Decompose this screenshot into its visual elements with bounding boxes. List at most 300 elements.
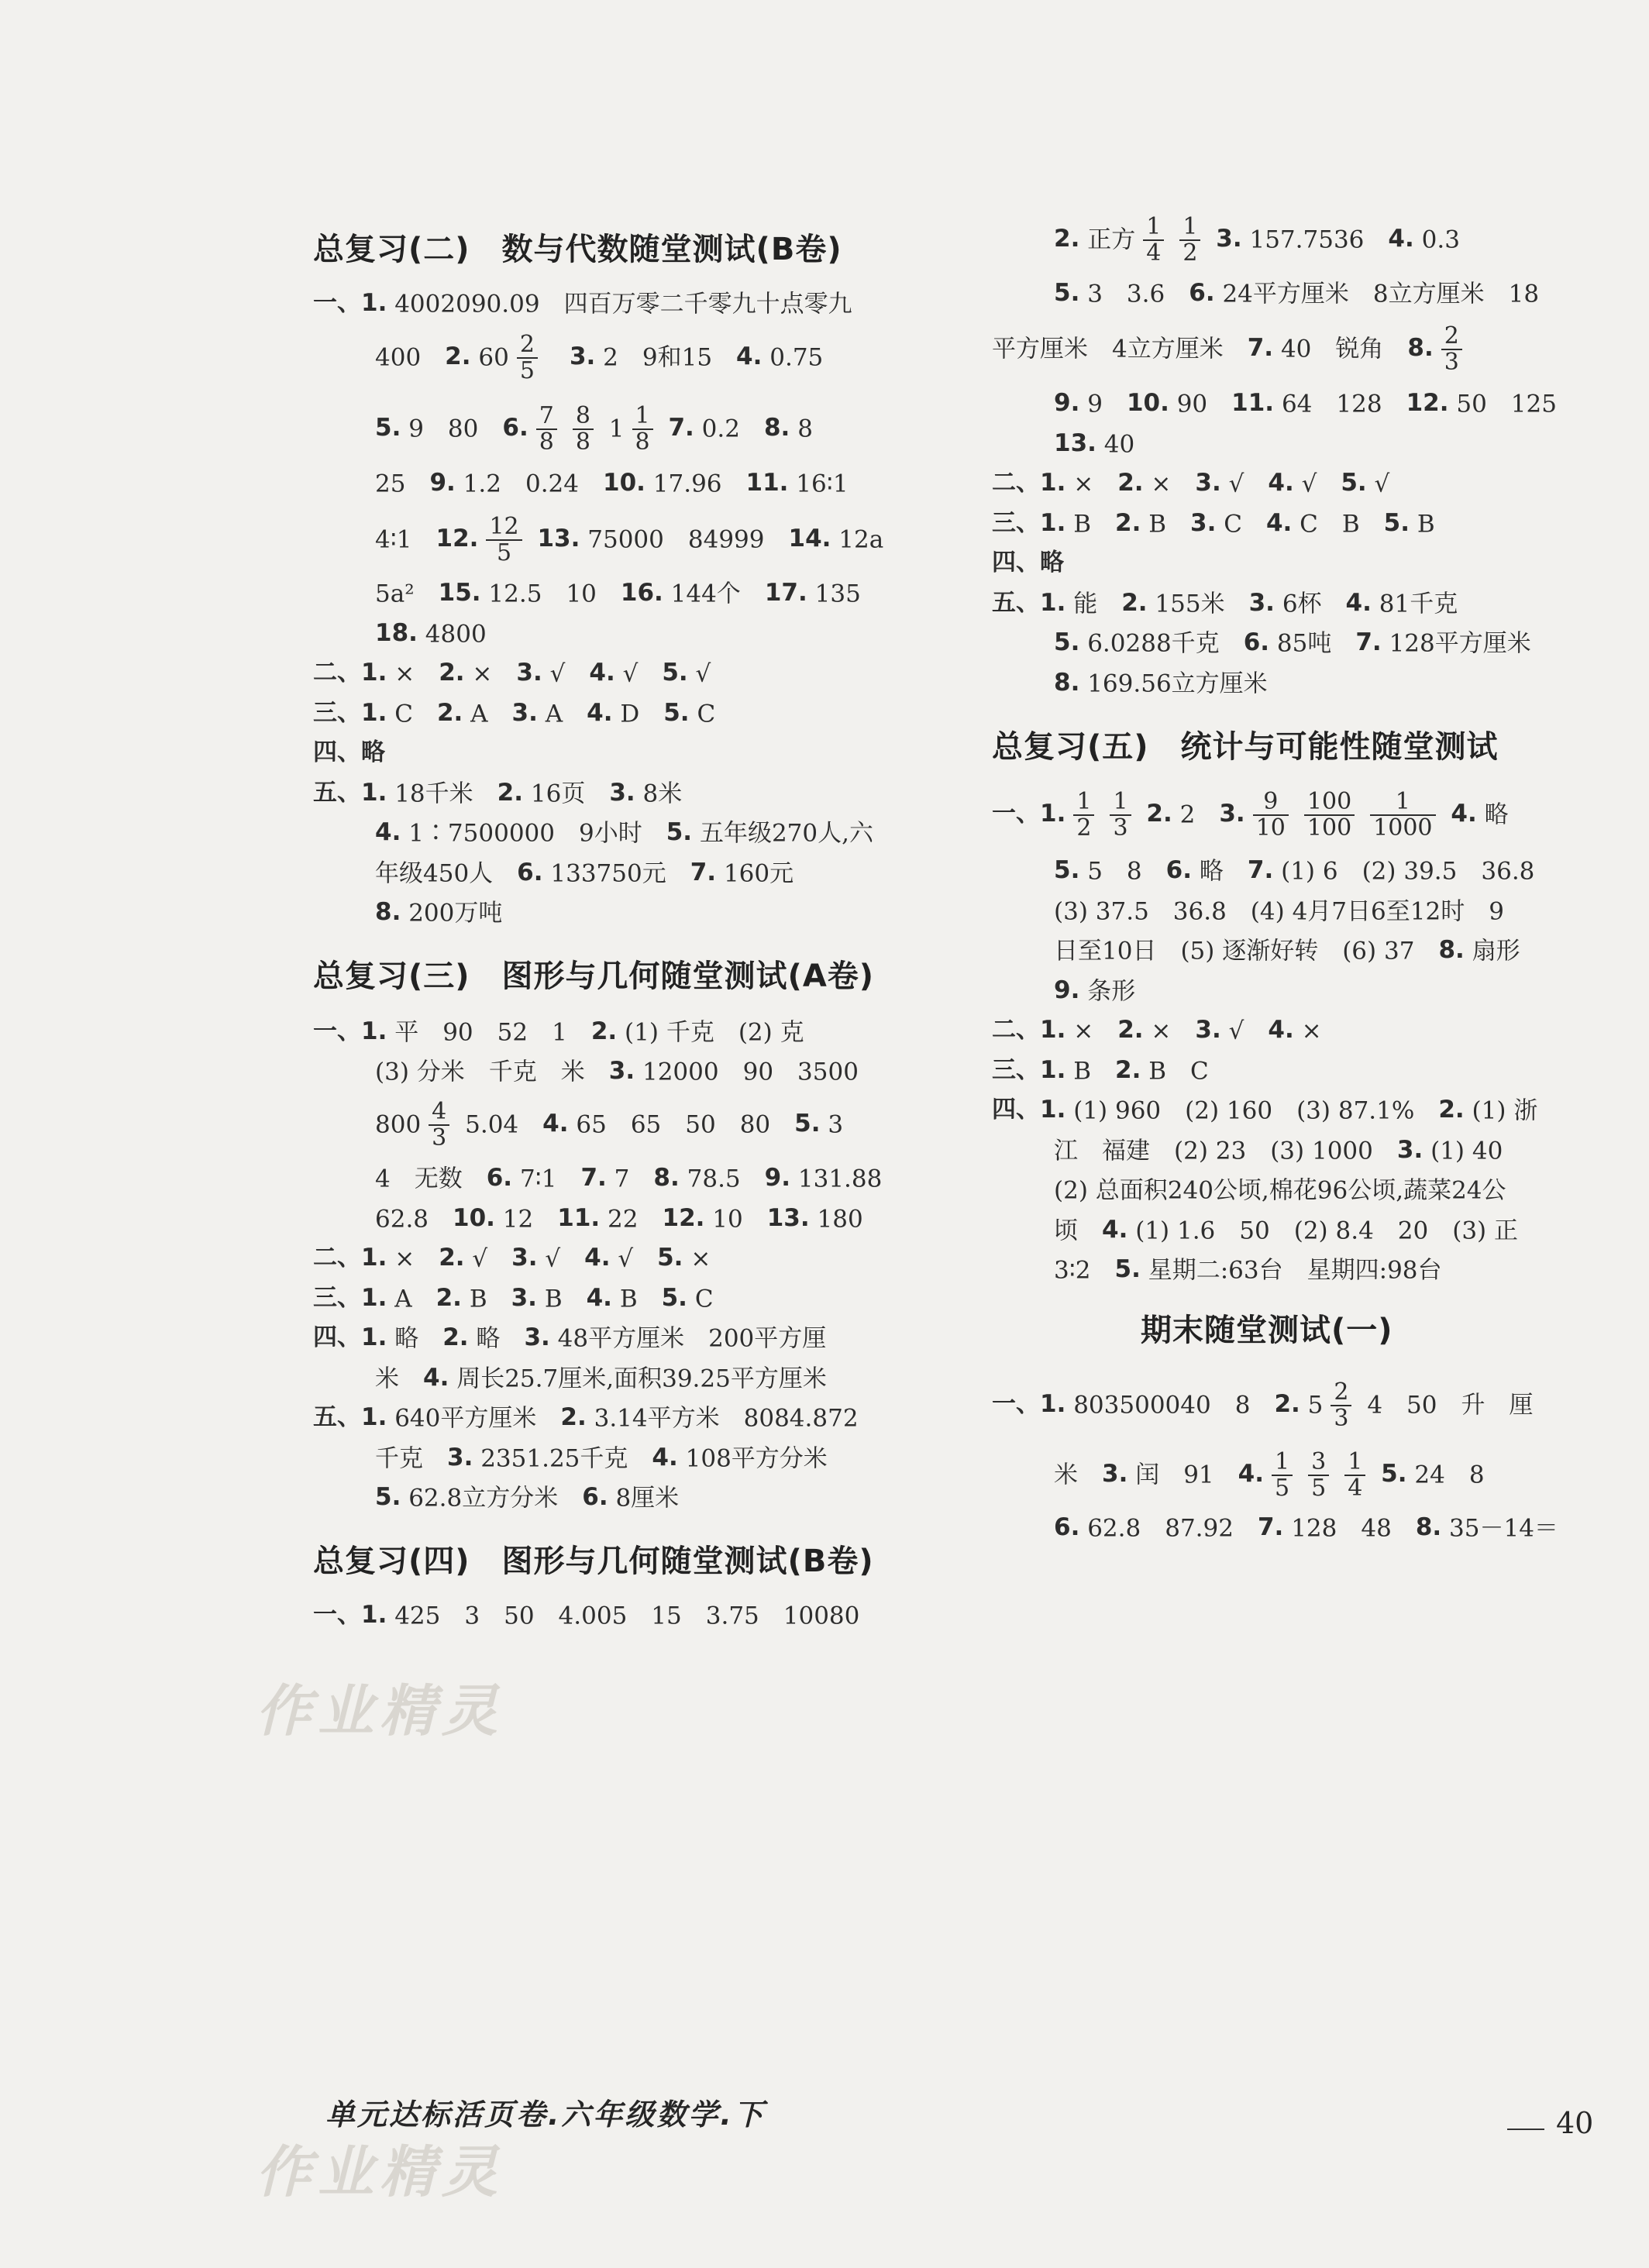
answer-text: 条形	[1079, 977, 1136, 1006]
answer-text: 8米	[635, 780, 683, 808]
question-number: 3.	[511, 699, 538, 727]
answer-line	[375, 852, 794, 893]
answer-text: 400	[375, 343, 446, 372]
question-number: 8.	[1415, 1513, 1442, 1541]
answer-text: 年级450人	[375, 859, 518, 888]
answer-text: 平方厘米 4立方厘米	[992, 335, 1248, 363]
question-number: 3.	[1219, 800, 1245, 828]
answer-line	[375, 1051, 859, 1091]
answer-text: 江 福建 (2) 23 (3) 1000	[1054, 1137, 1397, 1165]
answer-text: 62.8	[375, 1205, 453, 1234]
question-number: 2.	[436, 699, 463, 727]
fraction	[1272, 1447, 1293, 1502]
question-number: 二、1.	[313, 659, 387, 687]
answer-line	[1054, 423, 1134, 463]
fraction	[1441, 324, 1462, 375]
fraction-numerator: 4	[429, 1100, 449, 1126]
fraction-denominator: 5	[519, 356, 535, 384]
answer-text: 5	[1300, 1391, 1324, 1420]
question-number: 3.	[1216, 225, 1242, 253]
answer-text	[661, 415, 669, 443]
fraction	[1370, 787, 1435, 841]
question-number: 14.	[788, 525, 831, 552]
answer-line	[992, 583, 1458, 623]
question-number: 4.	[1345, 589, 1372, 617]
answer-line	[1054, 1210, 1518, 1250]
fraction-numerator: 3	[1308, 1450, 1329, 1476]
answer-text: 9 80	[401, 415, 503, 443]
question-number: 3.	[1195, 1016, 1221, 1044]
question-number: 2.	[1117, 469, 1144, 497]
answer-text: 803500040 8	[1065, 1391, 1275, 1420]
question-number: 6.	[1165, 856, 1193, 884]
answer-text: √	[1220, 1017, 1269, 1045]
question-number: 一、1.	[992, 800, 1066, 828]
question-number: 12.	[662, 1204, 705, 1232]
answer-text: √	[1293, 470, 1341, 498]
question-number: 5.	[666, 818, 693, 846]
answer-text: B	[1065, 1057, 1115, 1086]
question-number: 5.	[1383, 509, 1410, 537]
answer-text: 16页	[523, 780, 610, 808]
answer-text: A	[387, 1285, 436, 1313]
fraction-denominator: 5	[496, 539, 512, 566]
answer-text: 星期二:63台 星期四:98台	[1140, 1256, 1442, 1285]
answer-text: ×	[1293, 1017, 1322, 1045]
question-number: 7.	[1257, 1513, 1284, 1541]
answer-text: 3∶2	[1054, 1256, 1115, 1285]
question-number: 10.	[603, 469, 645, 497]
answer-text: 闰 91	[1127, 1461, 1238, 1489]
question-number: 四、1.	[992, 1096, 1066, 1124]
question-number: 4.	[1102, 1216, 1128, 1244]
fraction-denominator: 4	[1146, 239, 1162, 267]
answer-text: 425 3 50 4.005 15 3.75 10080	[387, 1602, 860, 1630]
answer-text: D	[612, 700, 664, 728]
answer-text: 144个	[663, 580, 765, 608]
answer-text: B C	[1141, 1057, 1209, 1086]
answer-text: 25	[375, 470, 430, 498]
answer-text	[546, 344, 570, 372]
answer-text: 周长25.7厘米,面积39.25平方厘米	[449, 1365, 827, 1393]
answer-text: B	[1065, 510, 1115, 539]
question-number: 17.	[764, 579, 807, 607]
answer-text: 0.75	[762, 343, 824, 372]
fraction	[536, 401, 557, 456]
answer-line	[992, 463, 1389, 503]
question-number: 三、1.	[992, 1056, 1066, 1084]
answer-text: 40	[1096, 430, 1135, 459]
answer-text: 62.8 87.92	[1079, 1514, 1258, 1543]
question-number: 7.	[1355, 628, 1382, 656]
answer-text: 日至10日 (5) 逐渐好转 (6) 37	[1054, 937, 1439, 965]
answer-text	[1373, 1461, 1381, 1489]
answer-text: 4 50 升 厘	[1359, 1391, 1534, 1420]
answer-text: 85吨	[1269, 629, 1356, 658]
question-number: 18.	[375, 619, 418, 647]
question-number: 五、1.	[313, 779, 387, 807]
answer-line	[992, 783, 1509, 845]
answer-line	[1054, 970, 1135, 1010]
question-number: 9.	[1054, 976, 1080, 1004]
answer-text: 40 锐角	[1273, 335, 1408, 363]
question-number: 13.	[766, 1204, 810, 1232]
question-number: 三、1.	[992, 509, 1066, 537]
question-number: 8.	[1438, 936, 1465, 964]
answer-text: √	[537, 1244, 585, 1273]
question-number: 2.	[439, 659, 465, 687]
question-number: 四、略	[313, 738, 385, 766]
answer-text: 1	[601, 415, 625, 443]
answer-text: (1) 浙	[1464, 1096, 1538, 1125]
fraction-numerator: 1	[1272, 1450, 1293, 1476]
question-number: 5.	[663, 699, 690, 727]
question-number: 3.	[609, 779, 635, 807]
answer-line	[375, 1198, 863, 1238]
question-number: 7.	[668, 414, 694, 442]
question-number: 2.	[439, 1244, 465, 1272]
question-number: 3.	[1190, 509, 1217, 537]
question-number: 2.	[1146, 800, 1172, 828]
fraction	[632, 401, 653, 456]
question-number: 4.	[652, 1444, 678, 1471]
answer-line	[1054, 1169, 1506, 1210]
question-number: 15.	[438, 579, 481, 607]
answer-line	[375, 1437, 828, 1478]
answer-line	[992, 542, 1064, 583]
question-number: 8.	[763, 414, 790, 442]
answer-line	[375, 397, 813, 459]
question-number: 4.	[1238, 1460, 1265, 1488]
question-number: 6.	[517, 859, 543, 886]
question-number: 7.	[1247, 856, 1274, 884]
answer-line	[313, 732, 385, 773]
answer-line	[313, 1278, 714, 1318]
fraction	[1179, 212, 1200, 267]
question-number: 11.	[1231, 389, 1275, 417]
answer-text: 1∶7500000 9小时	[401, 819, 666, 848]
question-number: 4.	[1451, 800, 1477, 828]
answer-line	[1054, 1443, 1485, 1505]
question-number: 5.	[657, 1244, 683, 1272]
question-number: 一、1.	[313, 1017, 387, 1045]
question-number: 8.	[1054, 669, 1080, 697]
fraction-denominator: 8	[539, 428, 554, 456]
question-number: 一、1.	[313, 289, 387, 317]
fraction-numerator: 12	[486, 515, 522, 541]
answer-text: 1.2 0.24	[455, 470, 603, 498]
question-number: 5.	[375, 414, 401, 442]
answer-text: 米	[1054, 1461, 1102, 1489]
question-number: 5.	[794, 1110, 821, 1137]
question-number: 11.	[745, 469, 789, 497]
question-number: 4.	[542, 1110, 569, 1137]
question-number: 4.	[584, 1244, 611, 1272]
section-title: 期末随堂测试(一)	[1141, 1313, 1393, 1348]
answer-text: 能	[1065, 590, 1122, 618]
question-number: 二、1.	[992, 1016, 1066, 1044]
page-dash	[1507, 2129, 1544, 2130]
answer-text: 五年级270人,六	[692, 819, 873, 848]
answer-text: B	[1410, 510, 1435, 539]
question-number: 3.	[511, 1284, 537, 1312]
answer-text: 16∶1	[788, 470, 849, 498]
answer-text: 24 8	[1406, 1461, 1485, 1489]
question-number: 4.	[736, 342, 763, 370]
answer-line	[313, 693, 715, 733]
answer-text: 顷	[1054, 1217, 1102, 1245]
answer-line	[1054, 208, 1460, 270]
fraction	[486, 512, 522, 566]
watermark: 作业精灵	[256, 2139, 504, 2204]
answer-line	[992, 1050, 1209, 1090]
fraction-numerator: 1	[1143, 215, 1164, 241]
question-number: 二、1.	[992, 469, 1066, 497]
fraction-denominator: 2	[1183, 239, 1198, 267]
answer-line	[992, 317, 1470, 379]
answer-text	[1444, 801, 1451, 829]
answer-text: 8厘米	[608, 1484, 680, 1513]
answer-text: ×	[1143, 1017, 1196, 1045]
fraction	[1073, 787, 1094, 841]
question-number: 四、略	[992, 549, 1064, 576]
answer-text: 180	[809, 1205, 863, 1234]
answer-text: (1) 960 (2) 160 (3) 87.1%	[1065, 1096, 1439, 1125]
answer-line	[313, 1397, 859, 1437]
answer-text: B	[461, 1285, 511, 1313]
fraction-numerator: 9	[1253, 790, 1289, 816]
answer-text: √	[687, 659, 711, 688]
answer-line	[375, 613, 487, 653]
question-number: 6.	[582, 1483, 608, 1511]
answer-text: 扇形	[1464, 937, 1520, 965]
answer-text: (3) 37.5 36.8 (4) 4月7日6至12时 9	[1054, 897, 1504, 926]
answer-text: 8	[790, 415, 813, 443]
question-number: 3.	[1248, 589, 1275, 617]
answer-line	[1054, 663, 1268, 703]
answer-text: 78.5	[679, 1165, 765, 1193]
answer-line	[375, 892, 502, 932]
answer-line	[375, 463, 849, 503]
question-number: 11.	[557, 1204, 601, 1232]
question-number: 5.	[661, 1284, 687, 1312]
answer-text: 65 65 50 80	[568, 1110, 795, 1139]
fraction-numerator: 8	[573, 404, 594, 430]
question-number: 7.	[580, 1164, 607, 1192]
question-number: 13.	[1054, 429, 1096, 457]
answer-line	[313, 1011, 804, 1051]
question-number: 8.	[1407, 334, 1434, 362]
answer-text: 22	[600, 1205, 663, 1234]
question-number: 2.	[497, 779, 524, 807]
fraction-numerator: 2	[517, 332, 538, 359]
fraction-numerator: 1	[1110, 790, 1131, 816]
question-number: 3.	[511, 1244, 538, 1272]
answer-text: 9	[1079, 390, 1127, 418]
question-number: 4.	[423, 1364, 449, 1392]
question-number: 10.	[453, 1204, 495, 1232]
fraction	[1110, 787, 1131, 841]
question-number: 6.	[486, 1164, 513, 1192]
answer-text: 3.14平方米 8084.872	[586, 1404, 859, 1433]
question-number: 9.	[1054, 389, 1080, 417]
fraction	[1143, 212, 1164, 267]
question-number: 3.	[569, 342, 596, 370]
fraction-denominator: 10	[1255, 814, 1286, 841]
question-number: 2.	[1117, 1016, 1144, 1044]
answer-line	[313, 1317, 826, 1358]
fraction-numerator: 7	[536, 404, 557, 430]
answer-line	[375, 325, 823, 387]
answer-text: 7	[606, 1165, 654, 1193]
answer-text: C	[1216, 510, 1266, 539]
fraction-numerator: 1	[1344, 1450, 1365, 1476]
fraction-numerator: 2	[1441, 324, 1462, 350]
fraction-numerator: 1	[1370, 790, 1435, 816]
fraction-denominator: 8	[635, 428, 650, 456]
answer-line	[375, 812, 873, 852]
answer-line	[375, 1093, 843, 1155]
answer-line	[375, 573, 861, 613]
question-number: 16.	[620, 579, 663, 607]
question-number: 2.	[435, 1284, 462, 1312]
answer-text: 略	[1476, 800, 1509, 829]
question-number: 5.	[1341, 469, 1367, 497]
answer-text: (1) 1.6 50 (2) 8.4 20 (3) 正	[1127, 1217, 1519, 1245]
question-number: 2.	[442, 1323, 469, 1351]
answer-text: ×	[683, 1244, 711, 1273]
watermark: 作业精灵	[256, 1678, 504, 1743]
question-number: 3.	[447, 1444, 473, 1471]
answer-text: 48平方厘米 200平方厘	[549, 1324, 827, 1353]
answer-text: √	[542, 659, 590, 688]
question-number: 13.	[537, 525, 580, 552]
fraction-denominator: 5	[1311, 1474, 1327, 1502]
answer-text: 160元	[716, 859, 794, 888]
fraction-denominator: 5	[1275, 1474, 1290, 1502]
answer-text: 81千克	[1371, 590, 1458, 618]
question-number: 10.	[1126, 389, 1169, 417]
fraction-denominator: 3	[1334, 1404, 1349, 1432]
answer-text: C B	[1292, 510, 1384, 539]
answer-line	[313, 773, 682, 813]
question-number: 4.	[1268, 1016, 1294, 1044]
fraction	[517, 332, 538, 384]
answer-text: 12000 90 3500	[635, 1058, 859, 1086]
section-title: 总复习(五) 统计与可能性随堂测试	[992, 729, 1499, 765]
question-number: 3.	[1102, 1460, 1128, 1488]
answer-text: 131.88	[790, 1165, 883, 1193]
question-number: 3.	[608, 1057, 635, 1085]
fraction-numerator: 1	[1073, 790, 1094, 816]
question-number: 4.	[1388, 225, 1414, 253]
answer-text: 4800	[417, 620, 487, 649]
footer-title: 单元达标活页卷.六年级数学.下	[325, 2098, 766, 2132]
question-number: 5.	[375, 1483, 401, 1511]
answer-text: 2	[1172, 800, 1220, 829]
question-number: 8.	[653, 1164, 680, 1192]
answer-text: ×	[1065, 470, 1118, 498]
answer-text: 正方	[1079, 225, 1136, 254]
fraction-denominator: 3	[1444, 348, 1459, 376]
question-number: 5.	[1381, 1460, 1407, 1488]
answer-text: 135	[807, 580, 861, 608]
fraction	[1344, 1447, 1365, 1502]
answer-text: 169.56立方厘米	[1079, 669, 1268, 698]
answer-text: √	[615, 659, 663, 688]
question-number: 7.	[690, 859, 717, 886]
fraction	[1253, 787, 1289, 841]
answer-text: 平 90 52 1	[387, 1018, 591, 1047]
question-number: 6.	[1243, 628, 1270, 656]
answer-text: 0.3	[1413, 225, 1460, 254]
answer-text: 200万吨	[401, 899, 503, 928]
question-number: 2.	[1054, 225, 1080, 253]
question-number: 8.	[375, 898, 401, 926]
fraction-denominator: 8	[575, 428, 590, 456]
answer-text: √	[464, 1244, 512, 1273]
answer-text: 略	[387, 1324, 443, 1353]
answer-text: C	[687, 1285, 714, 1313]
question-number: 2.	[590, 1017, 618, 1045]
answer-text: 75000 84999	[580, 525, 789, 554]
answer-text: 128平方厘米	[1381, 629, 1531, 658]
answer-text: 5.04	[457, 1110, 543, 1139]
answer-text: 60	[470, 343, 509, 372]
answer-text: A	[537, 700, 587, 728]
answer-text: 2351.25千克	[473, 1444, 652, 1473]
answer-text: 640平方厘米	[387, 1404, 561, 1433]
question-number: 3.	[516, 659, 542, 687]
question-number: 五、1.	[992, 589, 1066, 617]
fraction-numerator: 1	[1179, 215, 1200, 241]
answer-line	[992, 1010, 1322, 1050]
question-number: 2.	[1274, 1390, 1300, 1418]
fraction	[1304, 787, 1355, 841]
answer-text: 千克	[375, 1444, 447, 1473]
answer-text: 10	[704, 1205, 767, 1234]
question-number: 5.	[1054, 628, 1080, 656]
question-number: 5.	[1114, 1255, 1141, 1283]
question-number: 4.	[586, 1284, 612, 1312]
answer-text: 3	[820, 1110, 844, 1139]
question-number: 7.	[1247, 334, 1274, 362]
question-number: 一、1.	[992, 1390, 1066, 1418]
answer-line	[1054, 1130, 1503, 1170]
answer-text: (1) 千克 (2) 克	[617, 1018, 804, 1047]
fraction-denominator: 3	[432, 1124, 447, 1151]
answer-text: 4002090.09 四百万零二千零九十点零九	[387, 290, 852, 318]
answer-line	[1054, 622, 1531, 663]
question-number: 6.	[1054, 1513, 1080, 1541]
answer-text: 24平方厘米 8立方厘米 18	[1214, 280, 1540, 308]
fraction-numerator: 1	[632, 404, 653, 430]
answer-text: √	[1366, 470, 1390, 498]
answer-text: 5 8	[1079, 857, 1166, 886]
answer-line	[1054, 1507, 1558, 1547]
answer-text: 17.96	[645, 470, 746, 498]
answer-text: A	[463, 700, 512, 728]
answer-text: C	[387, 700, 437, 728]
fraction	[1331, 1380, 1351, 1431]
answer-line	[313, 1595, 859, 1635]
answer-text: 62.8立方分米	[401, 1484, 583, 1513]
fraction-denominator: 4	[1348, 1474, 1363, 1502]
answer-line	[1054, 383, 1557, 423]
answer-line	[375, 1358, 827, 1398]
answer-text: 155米	[1147, 590, 1249, 618]
answer-line	[313, 283, 852, 323]
